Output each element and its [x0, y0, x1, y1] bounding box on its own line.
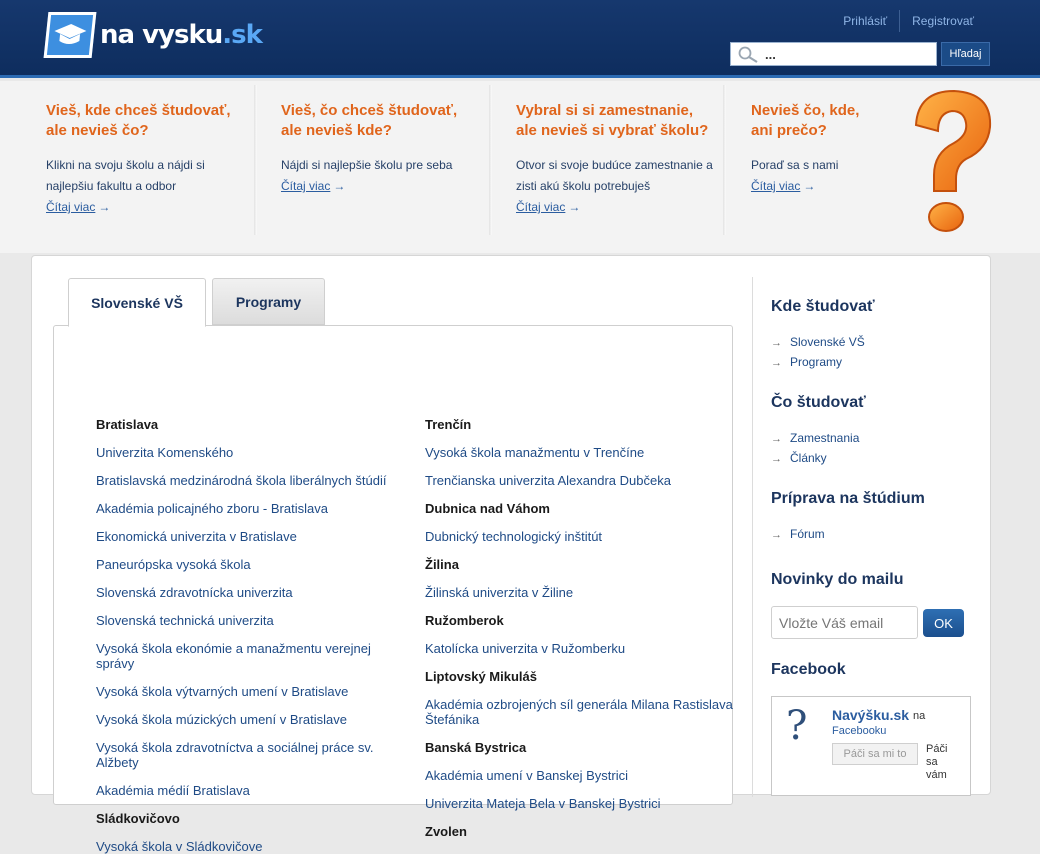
university-link[interactable]: Bratislavská medzinárodná škola liberálnych štúdií: [96, 473, 387, 488]
fb-like-count: Páči sa vám: [926, 743, 948, 781]
tab-programy[interactable]: Programy: [212, 278, 325, 325]
arrow-right-icon: →: [771, 433, 782, 445]
site-header: [0, 0, 1040, 78]
university-link[interactable]: Vysoká škola zdravotníctva a sociálnej práce sv. Alžbety: [96, 740, 374, 770]
read-more-link[interactable]: Čítaj viac →: [46, 197, 236, 217]
promo-help: [751, 81, 861, 241]
logo-text: na vysku.sk: [100, 20, 262, 50]
university-link[interactable]: Vysoká škola výtvarných umení v Bratislave: [96, 684, 349, 699]
city-heading: Trenčín: [425, 417, 472, 432]
promo-band: [0, 81, 1040, 253]
city-heading: Sládkovičovo: [96, 811, 180, 826]
promo-text: Poraď sa s nami: [751, 158, 839, 172]
tab-panel: [53, 325, 733, 854]
city-heading: Bratislava: [96, 417, 159, 432]
divider: [723, 85, 726, 235]
main-card: [31, 255, 991, 854]
promo-text: Klikni na svoju školu a nájdi si najlepšiu fakultu a odbor: [46, 158, 205, 193]
university-link[interactable]: Univerzita Mateja Bela v Banskej Bystrici: [425, 796, 661, 811]
promo-where: [46, 81, 236, 241]
register-link[interactable]: Registrovať: [912, 14, 974, 28]
university-link[interactable]: Ekonomická univerzita v Bratislave: [96, 529, 297, 544]
arrow-right-icon: →: [98, 200, 111, 214]
sidebar-link-slovenske-vs[interactable]: → Slovenské VŠ: [771, 335, 865, 349]
university-link[interactable]: Univerzita Komenského: [96, 445, 234, 460]
search-icon: [737, 46, 759, 63]
search-box: [730, 42, 937, 66]
fb-page-name[interactable]: Navýšku.sk: [832, 707, 910, 723]
sidebar-link-programy[interactable]: → Programy: [771, 355, 843, 369]
site-logo[interactable]: [46, 12, 262, 58]
login-link[interactable]: Prihlásiť: [843, 14, 888, 28]
sidebar-link-clanky[interactable]: → Články: [771, 451, 827, 465]
email-input[interactable]: [771, 606, 918, 639]
arrow-right-icon: →: [771, 357, 782, 369]
university-link[interactable]: Akadémia médií Bratislava: [96, 783, 250, 798]
sidebar-link-forum[interactable]: → Fórum: [771, 527, 825, 541]
arrow-right-icon: →: [771, 337, 782, 349]
city-list-right: [425, 417, 735, 839]
arrow-right-icon: →: [803, 179, 816, 193]
university-link[interactable]: Vysoká škola manažmentu v Trenčíne: [425, 445, 645, 460]
university-link[interactable]: Slovenská technická univerzita: [96, 613, 274, 628]
divider: [489, 85, 492, 235]
read-more-link[interactable]: Čítaj viac →: [281, 176, 471, 196]
fb-like-button[interactable]: Páči sa mi to: [832, 743, 918, 765]
university-link[interactable]: Akadémia policajného zboru - Bratislava: [96, 501, 328, 516]
promo-job: [516, 81, 714, 241]
sidebar-heading-news: Novinky do mailu: [771, 571, 904, 588]
subscribe-button[interactable]: OK: [923, 609, 964, 637]
sidebar-heading-what: Čo študovať: [771, 394, 866, 411]
arrow-right-icon: →: [771, 453, 782, 465]
city-list-left: [96, 417, 406, 854]
university-link[interactable]: Dubnický technologický inštitút: [425, 529, 603, 544]
sidebar-heading-where: Kde študovať: [771, 298, 875, 315]
read-more-link[interactable]: Čítaj viac →: [516, 197, 714, 217]
arrow-right-icon: →: [771, 529, 782, 541]
promo-title: Vybral si si zamestnanie, ale nevieš si vybrať školu?: [516, 102, 709, 139]
university-link[interactable]: Akadémia umení v Banskej Bystrici: [425, 768, 629, 783]
promo-title: Vieš, čo chceš študovať, ale nevieš kde?: [281, 102, 458, 139]
city-heading: Zvolen: [425, 824, 467, 839]
university-link[interactable]: Vysoká škola ekonómie a manažmentu verejnej správy: [96, 641, 371, 671]
university-link[interactable]: Žilinská univerzita v Žiline: [425, 585, 574, 600]
university-link[interactable]: Trenčianska univerzita Alexandra Dubčeka: [425, 473, 671, 488]
university-link[interactable]: Paneurópska vysoká škola: [96, 557, 251, 572]
sidebar-link-zamestnania[interactable]: → Zamestnania: [771, 431, 860, 445]
promo-title: Vieš, kde chceš študovať, ale nevieš čo?: [46, 102, 231, 139]
city-heading: Banská Bystrica: [425, 740, 527, 755]
university-link[interactable]: Akadémia ozbrojených síl generála Milana Rastislava Štefánika: [425, 697, 733, 727]
arrow-right-icon: →: [568, 200, 581, 214]
graduation-cap-icon: [44, 12, 97, 58]
fb-na-text: na: [913, 710, 926, 722]
university-link[interactable]: Vysoká škola v Sládkovičove: [96, 839, 263, 854]
promo-what: [281, 81, 471, 241]
promo-text: Nájdi si najlepšie školu pre seba: [281, 158, 453, 172]
question-mark-icon: ?: [786, 703, 808, 749]
city-heading: Ružomberok: [425, 613, 504, 628]
promo-title: Nevieš čo, kde, ani prečo?: [751, 102, 860, 139]
arrow-right-icon: →: [333, 179, 346, 193]
search-button[interactable]: Hľadaj: [941, 42, 990, 66]
sidebar-heading-prep: Príprava na štúdium: [771, 490, 925, 507]
divider: [254, 85, 257, 235]
search-input[interactable]: [765, 45, 930, 63]
facebook-widget: [771, 696, 971, 796]
sidebar-heading-facebook: Facebook: [771, 661, 846, 678]
fb-sub-link[interactable]: Facebooku: [832, 725, 887, 737]
university-link[interactable]: Slovenská zdravotnícka univerzita: [96, 585, 293, 600]
city-heading: Žilina: [425, 557, 459, 572]
city-heading: Liptovský Mikuláš: [425, 669, 537, 684]
read-more-link[interactable]: Čítaj viac →: [751, 176, 861, 196]
university-link[interactable]: Katolícka univerzita v Ružomberku: [425, 641, 626, 656]
promo-text: Otvor si svoje budúce zamestnanie a zisti akú školu potrebuješ: [516, 158, 713, 193]
divider: [752, 277, 753, 797]
university-link[interactable]: Vysoká škola múzických umení v Bratislave: [96, 712, 347, 727]
question-mark-icon: [906, 87, 996, 237]
city-heading: Dubnica nad Váhom: [425, 501, 550, 516]
tab-slovenske-vs[interactable]: Slovenské VŠ: [68, 278, 206, 327]
